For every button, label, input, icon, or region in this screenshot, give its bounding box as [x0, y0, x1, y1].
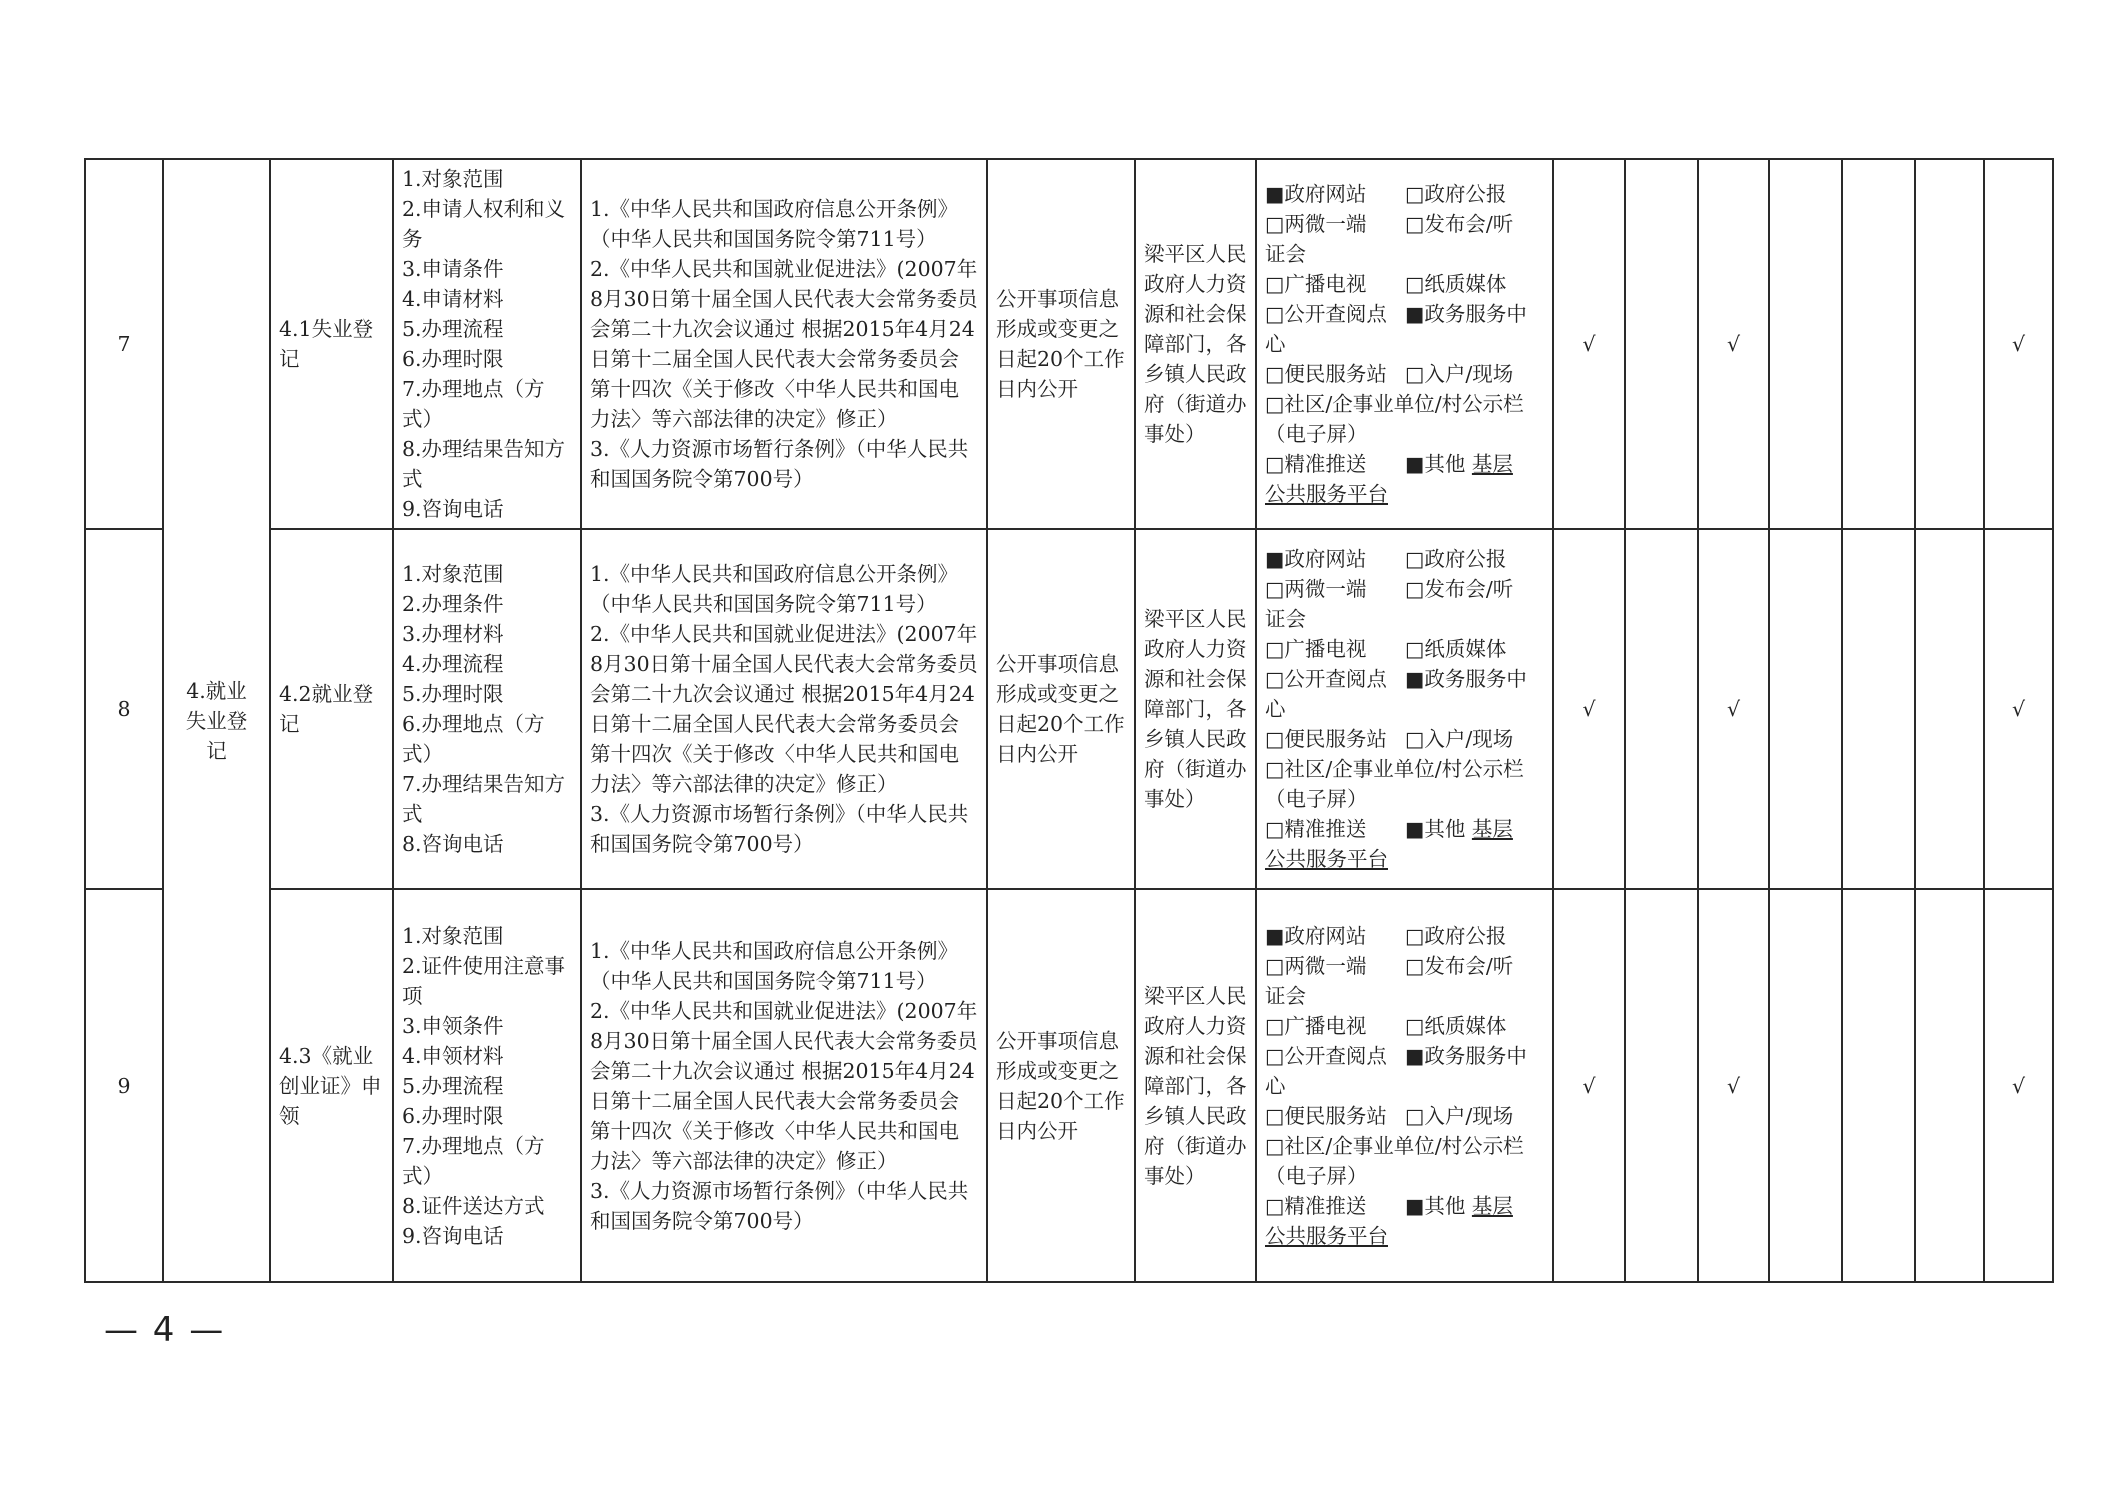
disclosure-channels — [1256, 159, 1553, 529]
channel-row — [1265, 449, 1544, 479]
channel-option: 心 — [1265, 1073, 1286, 1098]
table-row — [85, 529, 2053, 889]
channel-option: □两微一端 — [1265, 953, 1367, 978]
content-item: 3.办理材料 — [402, 622, 504, 646]
content-item: 1.对象范围 — [402, 167, 504, 191]
item-name: 4.3《就业创业证》申领 — [270, 889, 393, 1282]
category-cell: 4.就业失业登记 — [163, 159, 270, 1282]
content-item: 7.办理结果告知方式 — [402, 772, 566, 826]
check-mark: √ — [1984, 889, 2053, 1282]
other-value: 基层 — [1471, 817, 1513, 841]
check-mark — [1769, 159, 1842, 529]
channel-row — [1265, 1191, 1544, 1221]
channel-option: □纸质媒体 — [1405, 272, 1507, 296]
channel-option: （电子屏） — [1265, 422, 1368, 446]
channel-option: 证会 — [1265, 242, 1306, 266]
disclosure-channels — [1256, 889, 1553, 1282]
content-item: 8.咨询电话 — [402, 832, 504, 856]
content-item: 4.办理流程 — [402, 652, 504, 676]
channel-option: □公开查阅点 — [1265, 302, 1387, 326]
channel-row — [1265, 359, 1544, 389]
content-item: 8.办理结果告知方式 — [402, 437, 566, 491]
table-row — [85, 159, 2053, 529]
check-mark: √ — [1984, 529, 2053, 889]
channel-option: □两微一端 — [1265, 212, 1367, 236]
other-label: ■其他 — [1405, 1193, 1466, 1218]
channel-option: □纸质媒体 — [1405, 637, 1507, 661]
check-mark — [1625, 889, 1698, 1282]
content-item: 5.办理时限 — [402, 682, 504, 706]
disclosure-timing: 公开事项信息形成或变更之日起20个工作日内公开 — [987, 529, 1135, 889]
channel-row — [1265, 1011, 1544, 1041]
other-label: ■其他 — [1405, 817, 1466, 841]
content-item: 9.咨询电话 — [402, 497, 504, 521]
disclosure-timing: 公开事项信息形成或变更之日起20个工作日内公开 — [987, 889, 1135, 1282]
channel-option: □广播电视 — [1265, 1013, 1367, 1038]
channel-row — [1265, 664, 1544, 694]
channel-option: 证会 — [1265, 983, 1306, 1008]
content-item: 5.办理流程 — [402, 1073, 504, 1098]
channel-option: □发布会/听 — [1405, 577, 1514, 601]
basis-item: 3.《人力资源市场暂行条例》（中华人民共和国国务院令第700号） — [590, 1178, 969, 1233]
channel-option: □社区/企事业单位/村公示栏 — [1265, 392, 1524, 416]
page-number: — 4 — — [104, 1310, 226, 1350]
channel-option: □广播电视 — [1265, 637, 1367, 661]
disclosure-table — [84, 158, 2054, 1283]
channel-option: ■政府网站 — [1265, 182, 1367, 206]
channel-option: □入户/现场 — [1405, 1103, 1514, 1128]
channel-option: □发布会/听 — [1405, 212, 1514, 236]
channel-row — [1265, 209, 1544, 239]
channel-row — [1265, 951, 1544, 981]
content-item: 7.办理地点（方式） — [402, 377, 545, 431]
channel-option: □政府公报 — [1405, 923, 1507, 948]
disclosure-channels — [1256, 529, 1553, 889]
disclosure-timing: 公开事项信息形成或变更之日起20个工作日内公开 — [987, 159, 1135, 529]
check-mark — [1769, 889, 1842, 1282]
check-mark — [1769, 529, 1842, 889]
content-item: 2.证件使用注意事项 — [402, 953, 566, 1008]
row-number: 9 — [85, 889, 163, 1282]
check-mark: √ — [1553, 159, 1625, 529]
row-number: 8 — [85, 529, 163, 889]
channel-row — [1265, 269, 1544, 299]
other-value-cont: 公共服务平台 — [1265, 847, 1388, 871]
other-label: ■其他 — [1405, 452, 1466, 476]
check-mark: √ — [1698, 159, 1769, 529]
disclosure-subject: 梁平区人民政府人力资源和社会保障部门，各乡镇人民政府（街道办事处） — [1135, 529, 1256, 889]
channel-option-other — [1405, 1191, 1544, 1221]
channel-option: □政府公报 — [1405, 547, 1507, 571]
content-item: 1.对象范围 — [402, 562, 504, 586]
row-number: 7 — [85, 159, 163, 529]
legal-basis — [581, 159, 987, 529]
other-value: 基层 — [1471, 452, 1513, 476]
channel-option: □纸质媒体 — [1405, 1013, 1507, 1038]
other-value-cont: 公共服务平台 — [1265, 1223, 1388, 1248]
basis-item: 2.《中华人民共和国就业促进法》(2007年8月30日第十届全国人民代表大会常务委员会第二十九次会议通过 根据2015年4月24日第十二届全国人民代表大会常务委员会第十四次《关于修改〈中华人民共和国电力法〉等六部法律的决定》修正） — [590, 998, 978, 1173]
check-mark — [1915, 529, 1984, 889]
content-item: 8.证件送达方式 — [402, 1193, 545, 1218]
content-item: 9.咨询电话 — [402, 1223, 504, 1248]
content-item: 6.办理时限 — [402, 1103, 504, 1128]
check-mark — [1625, 159, 1698, 529]
channel-option: □公开查阅点 — [1265, 1043, 1387, 1068]
channel-option: □社区/企事业单位/村公示栏 — [1265, 1133, 1524, 1158]
content-list — [393, 889, 581, 1282]
legal-basis — [581, 889, 987, 1282]
channel-option: □社区/企事业单位/村公示栏 — [1265, 757, 1524, 781]
channel-row — [1265, 1041, 1544, 1071]
legal-basis — [581, 529, 987, 889]
channel-option: □入户/现场 — [1405, 362, 1514, 386]
channel-option: □便民服务站 — [1265, 362, 1387, 386]
basis-item: 3.《人力资源市场暂行条例》（中华人民共和国国务院令第700号） — [590, 802, 969, 856]
check-mark: √ — [1698, 889, 1769, 1282]
content-item: 4.申领材料 — [402, 1043, 504, 1068]
content-item: 6.办理时限 — [402, 347, 504, 371]
content-item: 1.对象范围 — [402, 923, 504, 948]
channel-row — [1265, 544, 1544, 574]
channel-row — [1265, 299, 1544, 329]
channel-option: （电子屏） — [1265, 1163, 1368, 1188]
content-item: 3.申请条件 — [402, 257, 504, 281]
channel-option: □广播电视 — [1265, 272, 1367, 296]
content-item: 4.申请材料 — [402, 287, 504, 311]
channel-option: □精准推送 — [1265, 817, 1367, 841]
channel-option: □精准推送 — [1265, 452, 1367, 476]
channel-option: □入户/现场 — [1405, 727, 1514, 751]
channel-option: 心 — [1265, 332, 1286, 356]
channel-option: □发布会/听 — [1405, 953, 1514, 978]
check-mark — [1915, 889, 1984, 1282]
content-list — [393, 159, 581, 529]
check-mark: √ — [1553, 889, 1625, 1282]
channel-option: ■政务服务中 — [1405, 302, 1527, 326]
content-item: 2.办理条件 — [402, 592, 504, 616]
content-item: 2.申请人权利和义务 — [402, 197, 566, 251]
channel-row — [1265, 921, 1544, 951]
channel-option: 心 — [1265, 697, 1286, 721]
other-value-cont: 公共服务平台 — [1265, 482, 1388, 506]
content-item: 5.办理流程 — [402, 317, 504, 341]
channel-option: □两微一端 — [1265, 577, 1367, 601]
channel-option-other — [1405, 449, 1544, 479]
channel-row — [1265, 724, 1544, 754]
channel-option: □精准推送 — [1265, 1193, 1367, 1218]
channel-row — [1265, 179, 1544, 209]
channel-row — [1265, 574, 1544, 604]
channel-option: 证会 — [1265, 607, 1306, 631]
basis-item: 3.《人力资源市场暂行条例》（中华人民共和国国务院令第700号） — [590, 437, 969, 491]
content-list — [393, 529, 581, 889]
channel-row — [1265, 634, 1544, 664]
check-mark — [1915, 159, 1984, 529]
check-mark — [1842, 889, 1915, 1282]
item-name: 4.2就业登记 — [270, 529, 393, 889]
channel-option: ■政务服务中 — [1405, 1043, 1527, 1068]
check-mark: √ — [1698, 529, 1769, 889]
channel-option: ■政府网站 — [1265, 923, 1367, 948]
channel-option: □公开查阅点 — [1265, 667, 1387, 691]
channel-option: □便民服务站 — [1265, 727, 1387, 751]
channel-option: ■政务服务中 — [1405, 667, 1527, 691]
content-item: 3.申领条件 — [402, 1013, 504, 1038]
item-name: 4.1失业登记 — [270, 159, 393, 529]
channel-option: □政府公报 — [1405, 182, 1507, 206]
check-mark: √ — [1984, 159, 2053, 529]
basis-item: 2.《中华人民共和国就业促进法》(2007年8月30日第十届全国人民代表大会常务委员会第二十九次会议通过 根据2015年4月24日第十二届全国人民代表大会常务委员会第十四次《关于修改〈中华人民共和国电力法〉等六部法律的决定》修正） — [590, 622, 978, 796]
channel-option: ■政府网站 — [1265, 547, 1367, 571]
channel-option: （电子屏） — [1265, 787, 1368, 811]
check-mark — [1625, 529, 1698, 889]
table-row — [85, 889, 2053, 1282]
basis-item: 2.《中华人民共和国就业促进法》(2007年8月30日第十届全国人民代表大会常务委员会第二十九次会议通过 根据2015年4月24日第十二届全国人民代表大会常务委员会第十四次《关于修改〈中华人民共和国电力法〉等六部法律的决定》修正） — [590, 257, 978, 431]
basis-item: 1.《中华人民共和国政府信息公开条例》（中华人民共和国国务院令第711号） — [590, 197, 959, 251]
disclosure-subject: 梁平区人民政府人力资源和社会保障部门，各乡镇人民政府（街道办事处） — [1135, 889, 1256, 1282]
other-value: 基层 — [1471, 1193, 1513, 1218]
basis-item: 1.《中华人民共和国政府信息公开条例》（中华人民共和国国务院令第711号） — [590, 562, 959, 616]
disclosure-subject: 梁平区人民政府人力资源和社会保障部门，各乡镇人民政府（街道办事处） — [1135, 159, 1256, 529]
channel-option: □便民服务站 — [1265, 1103, 1387, 1128]
content-item: 7.办理地点（方式） — [402, 1133, 545, 1188]
channel-row — [1265, 814, 1544, 844]
check-mark: √ — [1553, 529, 1625, 889]
channel-row — [1265, 1101, 1544, 1131]
check-mark — [1842, 529, 1915, 889]
basis-item: 1.《中华人民共和国政府信息公开条例》（中华人民共和国国务院令第711号） — [590, 938, 959, 993]
check-mark — [1842, 159, 1915, 529]
channel-option-other — [1405, 814, 1544, 844]
content-item: 6.办理地点（方式） — [402, 712, 545, 766]
